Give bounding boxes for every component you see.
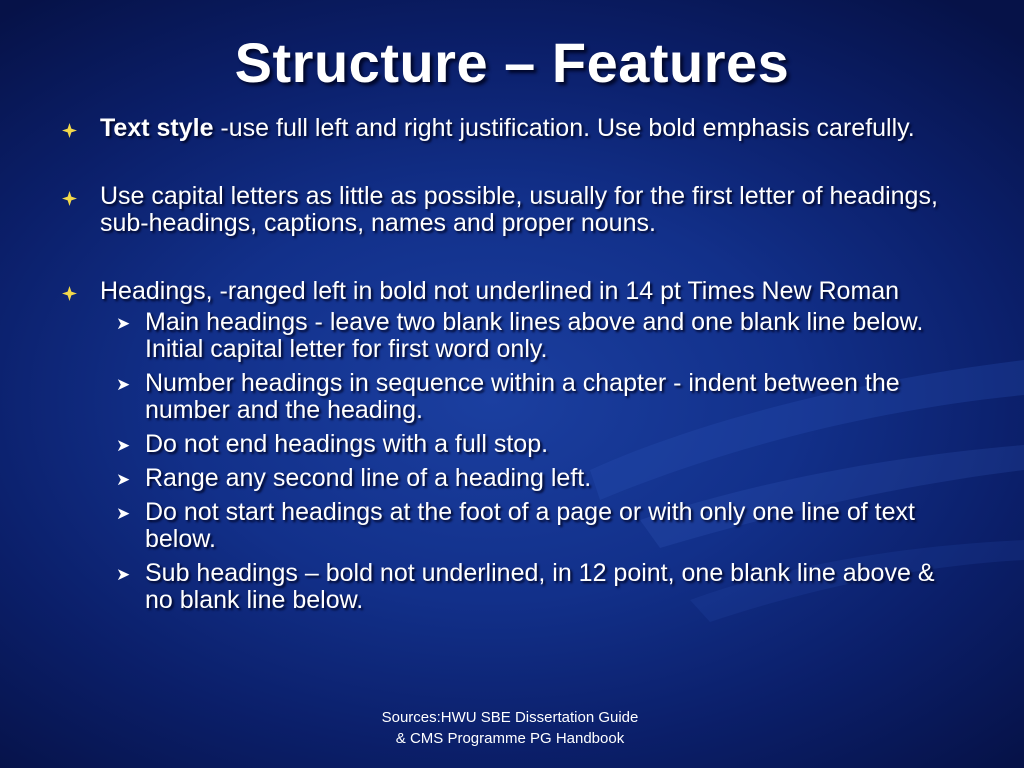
bullet-text: Headings, -ranged left in bold not underlined in 14 pt Times New Roman: [100, 277, 900, 305]
sub-bullet-text: Do not end headings with a full stop.: [145, 430, 549, 458]
sub-bullet-text: Main headings - leave two blank lines above and one blank line below. Initial capital letter for first word only.: [145, 308, 924, 363]
sub-bullet-list: [100, 309, 967, 614]
bullet-bold-label: Text style: [100, 114, 214, 142]
diamond-bullet-icon: [62, 123, 77, 138]
arrowhead-bullet-icon: ➤: [116, 436, 131, 455]
sources-line: Sources:HWU SBE Dissertation Guide: [381, 709, 639, 726]
slide-title: Structure – Features: [234, 31, 790, 94]
sub-bullet-item: [100, 370, 967, 424]
sub-bullet-item: [100, 465, 967, 492]
sub-bullet-item: [100, 309, 967, 363]
diamond-bullet-icon: [62, 286, 77, 301]
bullet-list: [62, 115, 967, 621]
bullet-item: [62, 115, 967, 142]
sub-bullet-item: [100, 560, 967, 614]
bullet-item: [62, 183, 967, 237]
sub-bullet-text: Range any second line of a heading left.: [145, 464, 592, 492]
bullet-text: -use full left and right justification. Use bold emphasis carefully.: [213, 114, 915, 142]
arrowhead-bullet-icon: ➤: [116, 504, 131, 523]
sub-bullet-text: Do not start headings at the foot of a page or with only one line of text below.: [145, 498, 915, 553]
diamond-bullet-icon: [62, 191, 77, 206]
arrowhead-bullet-icon: ➤: [116, 375, 131, 394]
bullet-text: Use capital letters as little as possible, usually for the first letter of headings, sub-headings, captions, names and proper nouns.: [100, 182, 938, 237]
arrowhead-bullet-icon: ➤: [116, 470, 131, 489]
sources-note: [340, 707, 680, 749]
sub-bullet-item: [100, 499, 967, 553]
sub-bullet-text: Sub headings – bold not underlined, in 12 point, one blank line above & no blank line below.: [145, 559, 935, 614]
arrowhead-bullet-icon: ➤: [116, 314, 131, 333]
bullet-item: [62, 278, 967, 614]
sub-bullet-text: Number headings in sequence within a chapter - indent between the number and the heading.: [145, 369, 900, 424]
sub-bullet-item: [100, 431, 967, 458]
arrowhead-bullet-icon: ➤: [116, 565, 131, 584]
sources-line: & CMS Programme PG Handbook: [395, 730, 625, 747]
